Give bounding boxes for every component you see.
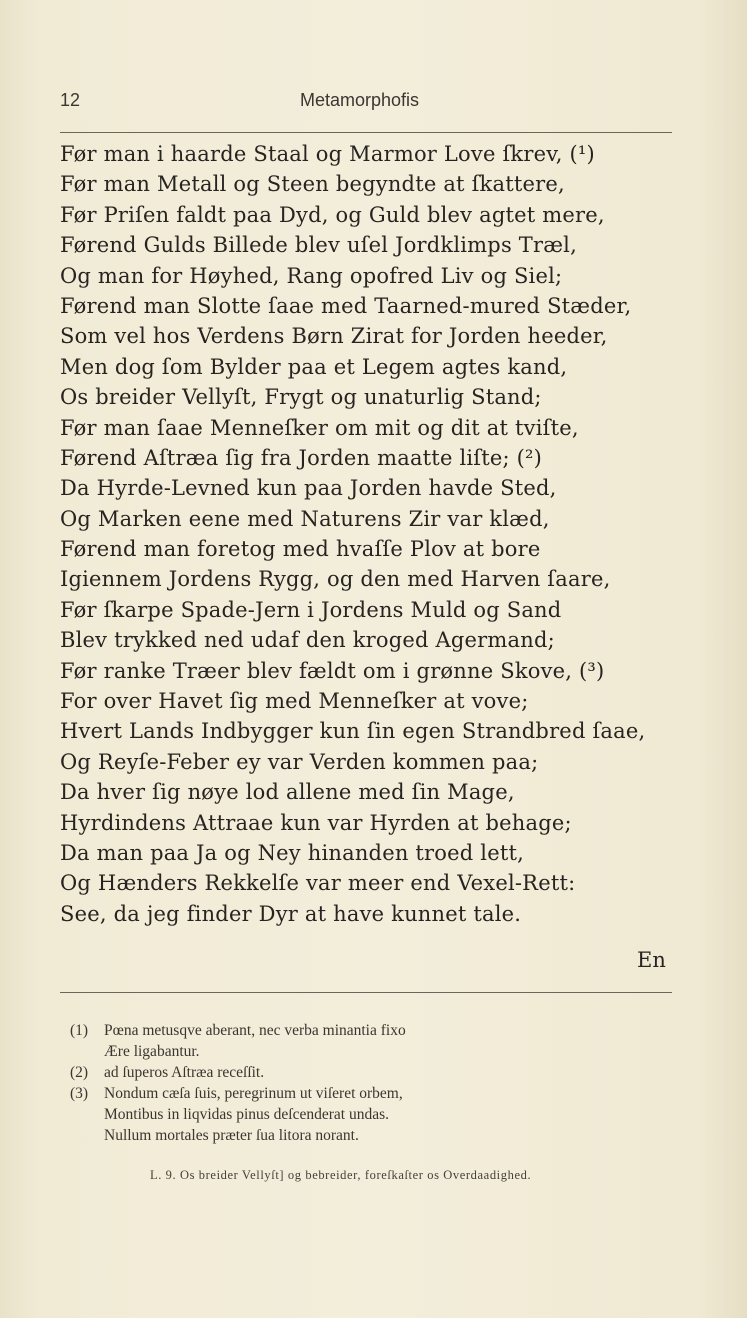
footnote (70, 1062, 630, 1083)
verse-line: Før ranke Træer blev fældt om i grønne Skove, (³) (60, 658, 605, 683)
footnote (70, 1083, 630, 1104)
footnote (70, 1104, 630, 1125)
footnote (70, 1125, 630, 1146)
footnote-mark: (2) (70, 1064, 89, 1081)
verse-line: Og Reyſe-Feber ey var Verden kommen paa; (60, 749, 539, 774)
page-number: 12 (60, 90, 81, 110)
verse-line: Førend Gulds Billede blev uſel Jordklimps Træl, (60, 233, 577, 258)
footnote-mark: (1) (70, 1022, 89, 1039)
footnote-mark: (3) (70, 1085, 89, 1102)
verse-line: Igiennem Jordens Rygg, og den med Harven ſaare, (60, 567, 611, 592)
footnote-text: Nondum cæſa ſuis, peregrinum ut viſeret orbem, (104, 1085, 403, 1102)
page-header (60, 86, 667, 120)
verse-line: Før man Metall og Steen begyndte at ſkattere, (60, 172, 565, 197)
verse-line: Før Priſen faldt paa Dyd, og Guld blev agtet mere, (60, 202, 605, 227)
header-rule (60, 132, 672, 133)
footnote-text: Montibus in liqvidas pinus deſcenderat undas. (104, 1106, 389, 1123)
footnote-text: Nullum mortales præter ſua litora norant. (104, 1127, 359, 1144)
verse-line: Men dog ſom Bylder paa et Legem agtes kand, (60, 354, 568, 379)
verse-line: For over Havet ſig med Menneſker at vove; (60, 689, 529, 714)
verse-line: Og Hænders Rekkelſe var meer end Vexel-Rett: (60, 871, 576, 896)
verse-line: Førend Aſtræa ſig fra Jorden maatte liſte; (²) (60, 445, 543, 470)
verse-line: Da hver ſig nøye lod allene med ſin Mage, (60, 780, 515, 805)
verse-line: Og Marken eene med Naturens Zir var klæd, (60, 506, 550, 531)
verse-line: Og man for Høyhed, Rang opofred Liv og Siel; (60, 263, 563, 288)
verse-line: Før man i haarde Staal og Marmor Love ſkrev, (¹) (60, 142, 595, 166)
verse-line: See, da jeg finder Dyr at have kunnet tale. (60, 901, 522, 926)
verse-line: Som vel hos Verdens Børn Zirat for Jorden heeder, (60, 324, 608, 349)
footnote-rule (60, 992, 672, 993)
footnote-text: Ære ligabantur. (104, 1043, 200, 1060)
verse-line: Hvert Lands Indbygger kun ſin egen Strandbred ſaae, (60, 719, 646, 744)
running-title: Metamorphofis (300, 90, 420, 110)
verse-line: Da Hyrde-Levned kun paa Jorden havde Sted, (60, 476, 557, 501)
verse-line: Os breider Vellyſt, Frygt og unaturlig Stand; (60, 385, 542, 410)
verse-line: Blev trykked ned udaf den kroged Agermand; (60, 628, 555, 653)
catchword: En (637, 948, 666, 972)
verse-line: Før man ſaae Menneſker om mit og dit at tviſte, (60, 415, 579, 440)
verse-line: Hyrdindens Attraae kun var Hyrden at behage; (60, 810, 572, 835)
footnote (70, 1041, 630, 1062)
footnotes (70, 1020, 630, 1146)
verse-line: Førend man foretog med hvaſſe Plov at bore (60, 537, 541, 562)
footnote-text: Pœna metusqve aberant, nec verba minantia fixo (104, 1022, 406, 1039)
verse-line: Da man paa Ja og Ney hinanden troed lett, (60, 840, 524, 865)
verse-line: Før ſkarpe Spade-Jern i Jordens Muld og Sand (60, 597, 562, 622)
line-note: L. 9. Os breider Vellyſt] og bebreider, foreſkaſter os Overdaadighed. (150, 1168, 532, 1182)
footnote-text: ad ſuperos Aſtræa receſſit. (104, 1064, 265, 1081)
verse-line: Førend man Slotte ſaae med Taarned-mured Stæder, (60, 293, 632, 318)
footnote (70, 1020, 630, 1041)
poem-text (60, 139, 680, 929)
